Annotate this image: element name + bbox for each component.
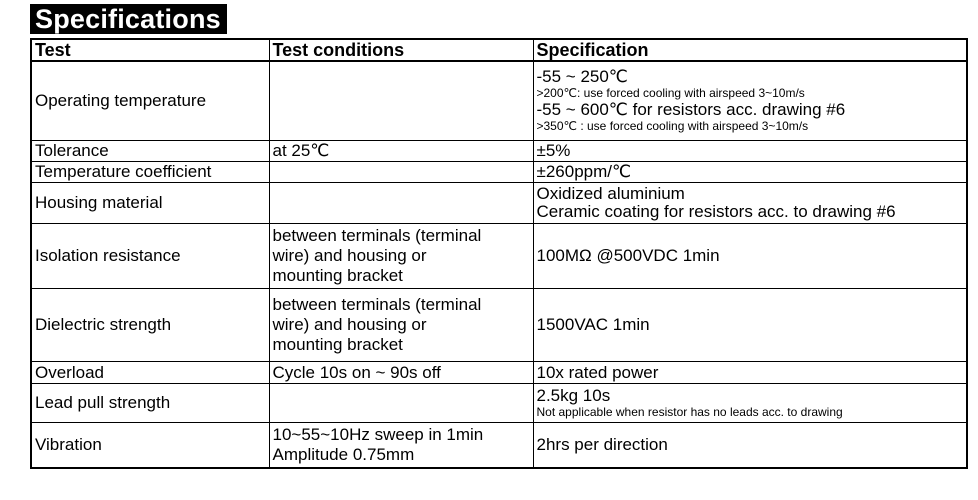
specification-line: Ceramic coating for resistors acc. to drawing #6 (536, 202, 896, 221)
specifications-table (30, 38, 968, 469)
table-row (31, 224, 967, 289)
condition-line: Cycle 10s on ~ 90s off (272, 362, 441, 382)
cell-test-conditions (269, 141, 533, 162)
cell-test: Vibration (31, 423, 269, 469)
specification-note: >200℃: use forced cooling with airspeed 3~10m/s (536, 86, 805, 100)
specification-line: 10x rated power (536, 362, 659, 382)
cell-test-conditions (269, 61, 533, 141)
condition-line: between terminals (terminal (272, 226, 482, 245)
cell-specification (533, 183, 967, 224)
cell-test-conditions (269, 423, 533, 469)
cell-test-conditions (269, 384, 533, 423)
table-row (31, 362, 967, 384)
cell-test: Housing material (31, 183, 269, 224)
condition-line: 10~55~10Hz sweep in 1min (272, 425, 484, 444)
specification-line: ±5% (536, 141, 571, 160)
table-row (31, 423, 967, 469)
condition-line: mounting bracket (272, 335, 403, 354)
cell-specification (533, 162, 967, 183)
condition-line: Amplitude 0.75mm (272, 445, 415, 464)
table-row (31, 162, 967, 183)
cell-test: Overload (31, 362, 269, 384)
cell-test: Temperature coefficient (31, 162, 269, 183)
cell-test: Tolerance (31, 141, 269, 162)
cell-test-conditions (269, 362, 533, 384)
cell-specification (533, 224, 967, 289)
table-row (31, 61, 967, 141)
table-row (31, 289, 967, 362)
specification-line: ±260ppm/℃ (536, 162, 632, 181)
cell-specification (533, 141, 967, 162)
cell-specification (533, 61, 967, 141)
condition-line: wire) and housing or (272, 315, 427, 334)
specification-note: >350℃ : use forced cooling with airspeed 3~10m/s (536, 119, 809, 133)
condition-line: mounting bracket (272, 266, 403, 285)
specification-line: -55 ~ 250℃ (536, 67, 628, 86)
cell-specification (533, 423, 967, 469)
cell-specification (533, 362, 967, 384)
specification-line: 2.5kg 10s (536, 385, 611, 405)
specification-line: Oxidized aluminium (536, 184, 685, 203)
cell-specification (533, 289, 967, 362)
cell-test: Operating temperature (31, 61, 269, 141)
cell-test-conditions (269, 289, 533, 362)
condition-line: between terminals (terminal (272, 295, 482, 314)
cell-test: Isolation resistance (31, 224, 269, 289)
cell-test-conditions (269, 183, 533, 224)
column-header-specification: Specification (533, 39, 967, 61)
cell-test: Dielectric strength (31, 289, 269, 362)
column-header-test: Test (31, 39, 269, 61)
cell-specification (533, 384, 967, 423)
column-header-test-conditions: Test conditions (269, 39, 533, 61)
cell-test-conditions (269, 162, 533, 183)
cell-test-conditions (269, 224, 533, 289)
specification-line: 1500VAC 1min (536, 315, 650, 334)
condition-line: at 25℃ (272, 141, 330, 160)
table-body (31, 61, 967, 468)
table-row (31, 183, 967, 224)
condition-line: wire) and housing or (272, 246, 427, 265)
specification-line: -55 ~ 600℃ for resistors acc. drawing #6 (536, 100, 846, 119)
specification-line: 100MΩ @500VDC 1min (536, 246, 720, 265)
page-title: Specifications (30, 4, 227, 34)
cell-test: Lead pull strength (31, 384, 269, 423)
specification-line: 2hrs per direction (536, 435, 668, 454)
table-row (31, 141, 967, 162)
table-row (31, 384, 967, 423)
specification-note: Not applicable when resistor has no leads acc. to drawing (536, 404, 843, 419)
table-header-row (31, 39, 967, 61)
